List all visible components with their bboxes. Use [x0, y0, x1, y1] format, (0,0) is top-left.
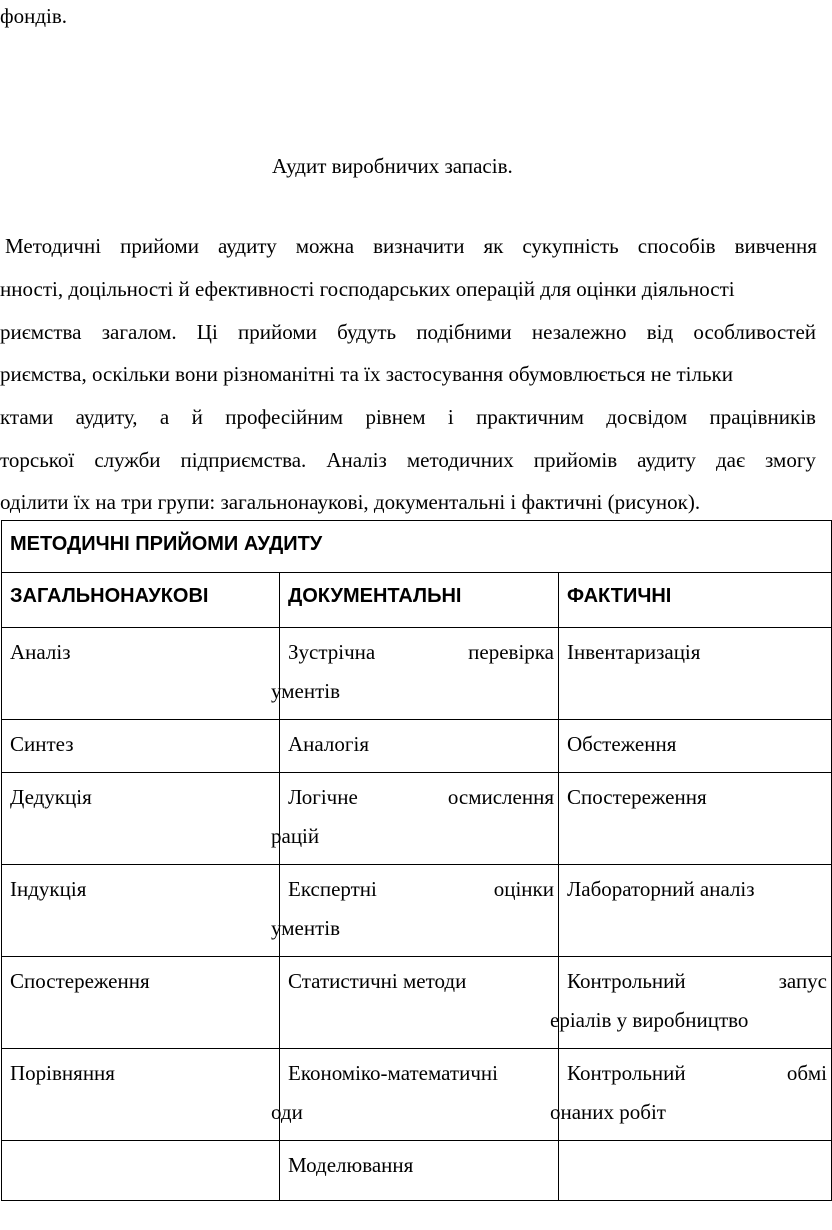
table-row	[2, 628, 832, 720]
paragraph-word: працівників	[709, 405, 816, 429]
table-cell	[280, 1141, 559, 1201]
section-heading: Аудит виробничих запасів.	[272, 154, 513, 178]
paragraph-word: дає	[715, 448, 745, 472]
table-cell	[271, 628, 559, 720]
paragraph-line	[0, 450, 816, 471]
cell-text: Синтез	[10, 732, 74, 756]
paragraph-word: прийоми	[120, 234, 199, 258]
paragraph-word: риємства, оскільки вони різноманітні та їх застосування обумовлюється не тільки	[0, 362, 733, 386]
cell-text: Індукція	[10, 877, 87, 901]
paragraph-word: риємства	[0, 320, 82, 344]
cell-text: Спостереження	[567, 785, 707, 809]
column-header-factual: ФАКТИЧНІ	[567, 585, 672, 607]
cell-word: оцінки	[493, 877, 554, 901]
paragraph-word: вивчення	[734, 234, 817, 258]
paragraph-word: способів	[637, 234, 716, 258]
table-row	[2, 957, 832, 1049]
cell-text: Порівняння	[10, 1061, 115, 1085]
table-row	[2, 720, 832, 773]
cell-text: Статистичні методи	[288, 969, 467, 993]
paragraph-word: і	[447, 405, 454, 429]
table-row	[2, 1141, 832, 1201]
table-title: МЕТОДИЧНІ ПРИЙОМИ АУДИТУ	[10, 533, 323, 555]
cell-continuation: рацій	[271, 824, 320, 848]
paragraph-word: Методичні	[5, 234, 102, 258]
cell-text	[559, 1141, 831, 1153]
column-header-general: ЗАГАЛЬНОНАУКОВІ	[10, 585, 209, 607]
top-fragment-text: фондів.	[0, 4, 68, 28]
cell-word: Контрольний	[567, 969, 686, 993]
table-cell	[559, 773, 832, 865]
paragraph-word: торської	[0, 448, 75, 472]
paragraph-word: можна	[295, 234, 355, 258]
cell-text: Обстеження	[567, 732, 677, 756]
paragraph-word: аудиту,	[75, 405, 138, 429]
cell-continuation: ументів	[271, 916, 340, 940]
paragraph-word: змогу	[765, 448, 816, 472]
paragraph-line	[0, 407, 816, 428]
table-cell	[559, 720, 832, 773]
paragraph-line	[0, 279, 735, 300]
cell-continuation: оди	[271, 1100, 303, 1124]
paragraph-word: практичним	[476, 405, 584, 429]
paragraph-word: аудиту	[217, 234, 277, 258]
table-cell	[271, 773, 559, 865]
paragraph-word: прийоми	[238, 320, 317, 344]
cell-word: Контрольний	[567, 1061, 686, 1085]
table-cell	[280, 957, 559, 1049]
cell-word: Логічне	[288, 785, 358, 809]
table-cell	[2, 1049, 280, 1141]
cell-text	[280, 865, 558, 902]
paragraph-word: нності, доцільності й ефективності господарських операцій для оцінки діяльності	[0, 277, 735, 301]
cell-text: Інвентаризація	[567, 640, 701, 664]
table-cell	[550, 957, 832, 1049]
table-cell	[2, 865, 280, 957]
cell-continuation: ументів	[271, 679, 340, 703]
paragraph-word: незалежно	[531, 320, 627, 344]
paragraph-word: подібними	[416, 320, 512, 344]
paragraph-word: сукупність	[522, 234, 619, 258]
paragraph-line	[0, 322, 816, 343]
cell-text	[559, 1049, 831, 1086]
cell-text	[280, 773, 558, 810]
paragraph-word: оділити їх на три групи: загальнонаукові, документальні і фактичні (рисунок).	[0, 490, 701, 514]
cell-word: обмі	[786, 1061, 828, 1085]
cell-continuation: онаних робіт	[550, 1100, 666, 1124]
table-cell	[2, 1141, 280, 1201]
paragraph-word: особливостей	[693, 320, 816, 344]
paragraph-line	[0, 364, 733, 385]
paragraph-word: Аналіз	[326, 448, 387, 472]
paragraph-word: й	[191, 405, 203, 429]
paragraph-word: від	[646, 320, 674, 344]
cell-word: Експертні	[288, 877, 377, 901]
table-cell	[280, 720, 559, 773]
table-row	[2, 865, 832, 957]
cell-text	[559, 957, 831, 994]
table-header-row	[2, 573, 832, 628]
paragraph-word: а	[159, 405, 170, 429]
table-row	[2, 773, 832, 865]
paragraph-word: служби	[94, 448, 161, 472]
paragraph-line	[0, 492, 700, 513]
table-cell	[2, 773, 280, 865]
paragraph-word: досвідом	[606, 405, 688, 429]
table-cell	[550, 1049, 832, 1141]
table-cell	[2, 720, 280, 773]
cell-text	[280, 1049, 558, 1086]
paragraph-word: як	[483, 234, 504, 258]
column-header-documentary: ДОКУМЕНТАЛЬНІ	[288, 585, 462, 607]
paragraph-word: прийомів	[533, 448, 618, 472]
paragraph-line	[5, 236, 817, 257]
cell-word: Зустрічна	[288, 640, 376, 664]
table-cell	[559, 1141, 832, 1201]
paragraph-word: будуть	[337, 320, 397, 344]
table-title-row	[2, 521, 832, 573]
paragraph-word: методичних	[406, 448, 514, 472]
cell-text: Аналогія	[288, 732, 369, 756]
cell-text	[2, 1141, 279, 1153]
table-cell	[271, 865, 559, 957]
paragraph-word: ктами	[0, 405, 54, 429]
paragraph-word: Ці	[196, 320, 218, 344]
cell-word: осмислення	[447, 785, 554, 809]
table-cell	[2, 628, 280, 720]
paragraph-word: загалом.	[101, 320, 177, 344]
paragraph-word: підприємства.	[180, 448, 307, 472]
paragraph-word: рівнем	[365, 405, 426, 429]
paragraph-word: визначити	[373, 234, 465, 258]
cell-word: Економіко-математичні	[288, 1061, 498, 1085]
table-cell	[559, 628, 832, 720]
cell-text: Аналіз	[10, 640, 71, 664]
cell-text	[280, 628, 558, 665]
cell-text: Моделювання	[288, 1153, 414, 1177]
audit-methods-table	[1, 520, 832, 1201]
cell-text: Спостереження	[10, 969, 150, 993]
table-cell	[559, 865, 832, 957]
table-cell	[271, 1049, 559, 1141]
cell-continuation: еріалів у виробництво	[550, 1008, 749, 1032]
paragraph-word: професійним	[225, 405, 344, 429]
cell-text: Лабораторний аналіз	[567, 877, 755, 901]
table-cell	[2, 957, 280, 1049]
paragraph-word: аудиту	[637, 448, 696, 472]
table-row	[2, 1049, 832, 1141]
cell-word: запус	[778, 969, 828, 993]
cell-text: Дедукція	[10, 785, 92, 809]
cell-word: перевірка	[468, 640, 554, 664]
